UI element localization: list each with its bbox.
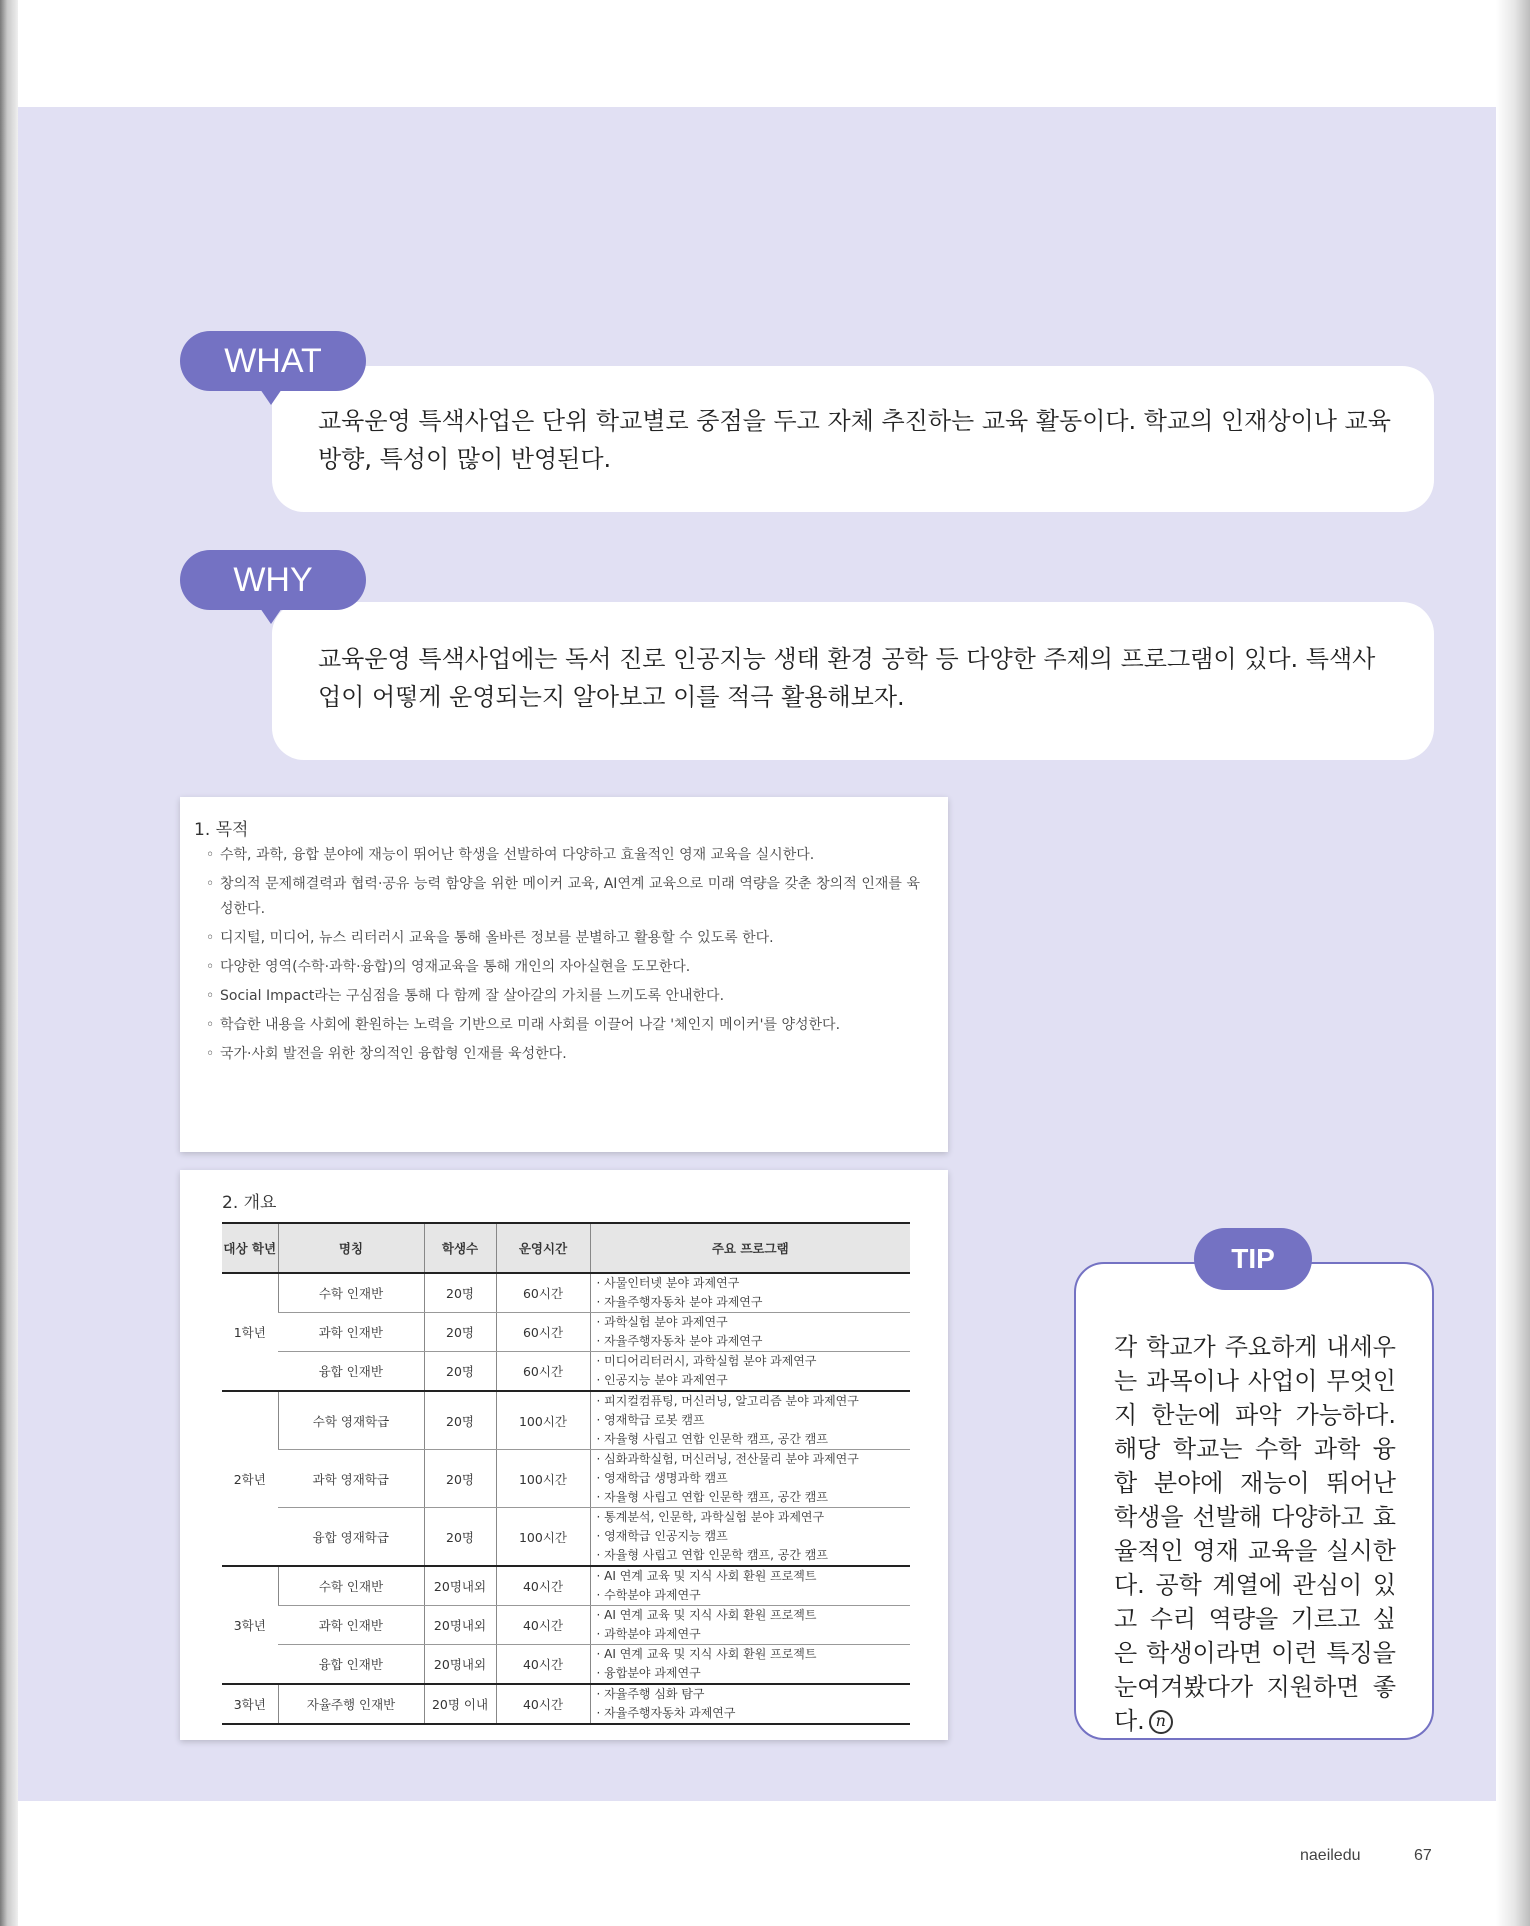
- program-item: · 피지컬컴퓨팅, 머신러닝, 알고리즘 분야 과제연구: [597, 1392, 911, 1411]
- why-tag: WHY: [180, 550, 366, 610]
- what-tag-pointer: [260, 389, 282, 405]
- page-curl-edge: [1496, 0, 1530, 1926]
- program-item: · 자율주행자동차 분야 과제연구: [597, 1293, 911, 1312]
- purpose-item: ◦ 디지털, 미디어, 뉴스 리터러시 교육을 통해 올바른 정보를 분별하고 활용할 수 있도록 한다.: [206, 926, 920, 951]
- table-row: [222, 1313, 910, 1352]
- purpose-item: ◦ 다양한 영역(수학·과학·융합)의 영재교육을 통해 개인의 자아실현을 도모한다.: [206, 955, 920, 980]
- what-tag: WHAT: [180, 331, 366, 391]
- program-item: · 과학분야 과제연구: [597, 1625, 911, 1644]
- program-item: · 영재학급 인공지능 캠프: [597, 1527, 911, 1546]
- program-item: · 수학분야 과제연구: [597, 1586, 911, 1605]
- header-programs: 주요 프로그램: [590, 1223, 910, 1273]
- header-hours: 운영시간: [496, 1223, 590, 1273]
- purpose-item: ◦ 국가·사회 발전을 위한 창의적인 융합형 인재를 육성한다.: [206, 1042, 920, 1067]
- program-item: · 자율형 사립고 연합 인문학 캠프, 공간 캠프: [597, 1546, 911, 1565]
- program-item: · 자율형 사립고 연합 인문학 캠프, 공간 캠프: [597, 1488, 911, 1507]
- header-grade: 대상 학년: [222, 1223, 278, 1273]
- grade-cell: 1학년: [222, 1273, 278, 1391]
- overview-heading: 2. 개요: [222, 1193, 277, 1213]
- program-item: · 영재학급 생명과학 캠프: [597, 1469, 911, 1488]
- program-item: · 과학실험 분야 과제연구: [597, 1313, 911, 1332]
- hours-cell: 40시간: [496, 1566, 590, 1606]
- programs-cell: [590, 1391, 910, 1450]
- class-name-cell: 수학 영재학급: [278, 1391, 424, 1450]
- hours-cell: 60시간: [496, 1352, 590, 1392]
- students-cell: 20명내외: [424, 1645, 496, 1685]
- class-name-cell: 수학 인재반: [278, 1273, 424, 1313]
- programs-cell: [590, 1313, 910, 1352]
- purpose-item: ◦ 창의적 문제해결력과 협력·공유 능력 함양을 위한 메이커 교육, AI연계 교육으로 미래 역량을 갖춘 창의적 인재를 육성한다.: [206, 872, 920, 922]
- class-name-cell: 융합 인재반: [278, 1352, 424, 1392]
- table-header-row: [222, 1223, 910, 1273]
- why-bubble: [272, 602, 1434, 760]
- students-cell: 20명내외: [424, 1566, 496, 1606]
- program-item: · 자율주행 심화 탐구: [597, 1685, 911, 1704]
- program-item: · 자율형 사립고 연합 인문학 캠프, 공간 캠프: [597, 1430, 911, 1449]
- table-row: [222, 1606, 910, 1645]
- grade-cell: 3학년: [222, 1566, 278, 1684]
- end-mark-icon: n: [1149, 1710, 1173, 1734]
- hours-cell: 100시간: [496, 1391, 590, 1450]
- students-cell: 20명: [424, 1273, 496, 1313]
- programs-cell: [590, 1645, 910, 1685]
- header-name: 명칭: [278, 1223, 424, 1273]
- why-text: 교육운영 특색사업에는 독서 진로 인공지능 생태 환경 공학 등 다양한 주제의 프로그램이 있다. 특색사업이 어떻게 운영되는지 알아보고 이를 적극 활용해보자.: [318, 645, 1376, 711]
- programs-cell: [590, 1273, 910, 1313]
- class-name-cell: 융합 인재반: [278, 1645, 424, 1685]
- hours-cell: 100시간: [496, 1508, 590, 1567]
- tip-body: 각 학교가 주요하게 내세우는 과목이나 사업이 무엇인지 한눈에 파악 가능하다. 해당 학교는 수학 과학 융합 분야에 재능이 뛰어난 학생을 선발해 다양하고 효율적인 영재 교육을 실시한다. 공학 계열에 관심이 있고 수리 역량을 기르고 싶은 학생이라면 이런 특징을 눈여겨봤다가 지원하면 좋다.: [1114, 1333, 1396, 1735]
- grade-cell: 3학년: [222, 1684, 278, 1724]
- tip-tag: TIP: [1194, 1228, 1312, 1290]
- program-item: · 융합분야 과제연구: [597, 1664, 911, 1683]
- programs-cell: [590, 1352, 910, 1392]
- students-cell: 20명: [424, 1450, 496, 1508]
- why-tag-pointer: [260, 608, 282, 624]
- purpose-document: [180, 797, 948, 1152]
- programs-cell: [590, 1566, 910, 1606]
- students-cell: 20명: [424, 1508, 496, 1567]
- students-cell: 20명: [424, 1352, 496, 1392]
- students-cell: 20명: [424, 1313, 496, 1352]
- program-item: · 미디어리터러시, 과학실험 분야 과제연구: [597, 1352, 911, 1371]
- class-name-cell: 자율주행 인재반: [278, 1684, 424, 1724]
- programs-cell: [590, 1606, 910, 1645]
- table-row: [222, 1273, 910, 1313]
- class-name-cell: 과학 인재반: [278, 1313, 424, 1352]
- footer-brand: naeiledu: [1300, 1847, 1361, 1864]
- program-item: · 사물인터넷 분야 과제연구: [597, 1274, 911, 1293]
- hours-cell: 100시간: [496, 1450, 590, 1508]
- page-binding-edge: [0, 0, 18, 1926]
- program-item: · 심화과학실험, 머신러닝, 전산물리 분야 과제연구: [597, 1450, 911, 1469]
- what-bubble: [272, 366, 1434, 512]
- program-item: · 영재학급 로봇 캠프: [597, 1411, 911, 1430]
- program-item: · AI 연계 교육 및 지식 사회 환원 프로젝트: [597, 1567, 911, 1586]
- students-cell: 20명내외: [424, 1606, 496, 1645]
- hours-cell: 60시간: [496, 1273, 590, 1313]
- programs-cell: [590, 1450, 910, 1508]
- students-cell: 20명 이내: [424, 1684, 496, 1724]
- programs-cell: [590, 1684, 910, 1724]
- table-row: [222, 1352, 910, 1392]
- program-item: · 통계분석, 인문학, 과학실험 분야 과제연구: [597, 1508, 911, 1527]
- program-item: · 자율주행자동차 과제연구: [597, 1704, 911, 1723]
- what-text: 교육운영 특색사업은 단위 학교별로 중점을 두고 자체 추진하는 교육 활동이다. 학교의 인재상이나 교육 방향, 특성이 많이 반영된다.: [318, 407, 1391, 473]
- hours-cell: 40시간: [496, 1684, 590, 1724]
- class-name-cell: 과학 영재학급: [278, 1450, 424, 1508]
- table-row: [222, 1684, 910, 1724]
- class-name-cell: 융합 영재학급: [278, 1508, 424, 1567]
- table-row: [222, 1391, 910, 1450]
- program-item: · AI 연계 교육 및 지식 사회 환원 프로젝트: [597, 1645, 911, 1664]
- table-row: [222, 1450, 910, 1508]
- program-item: · AI 연계 교육 및 지식 사회 환원 프로젝트: [597, 1606, 911, 1625]
- header-students: 학생수: [424, 1223, 496, 1273]
- program-item: · 자율주행자동차 분야 과제연구: [597, 1332, 911, 1351]
- grade-cell: 2학년: [222, 1391, 278, 1566]
- purpose-item: ◦ 수학, 과학, 융합 분야에 재능이 뛰어난 학생을 선발하여 다양하고 효율적인 영재 교육을 실시한다.: [206, 843, 920, 868]
- hours-cell: 40시간: [496, 1606, 590, 1645]
- purpose-item: ◦ Social Impact라는 구심점을 통해 다 함께 잘 살아갈의 가치를 느끼도록 안내한다.: [206, 984, 920, 1009]
- overview-document: [180, 1170, 948, 1740]
- table-row: [222, 1508, 910, 1567]
- tip-text: [1114, 1330, 1396, 1738]
- purpose-heading: 1. 목적: [194, 820, 249, 840]
- hours-cell: 60시간: [496, 1313, 590, 1352]
- page-number: 67: [1414, 1847, 1432, 1864]
- purpose-list: [206, 843, 920, 1071]
- class-name-cell: 과학 인재반: [278, 1606, 424, 1645]
- purpose-item: ◦ 학습한 내용을 사회에 환원하는 노력을 기반으로 미래 사회를 이끌어 나갈 '체인지 메이커'를 양성한다.: [206, 1013, 920, 1038]
- table-row: [222, 1645, 910, 1685]
- class-name-cell: 수학 인재반: [278, 1566, 424, 1606]
- overview-table: [222, 1222, 910, 1725]
- students-cell: 20명: [424, 1391, 496, 1450]
- program-item: · 인공지능 분야 과제연구: [597, 1371, 911, 1390]
- hours-cell: 40시간: [496, 1645, 590, 1685]
- table-row: [222, 1566, 910, 1606]
- programs-cell: [590, 1508, 910, 1567]
